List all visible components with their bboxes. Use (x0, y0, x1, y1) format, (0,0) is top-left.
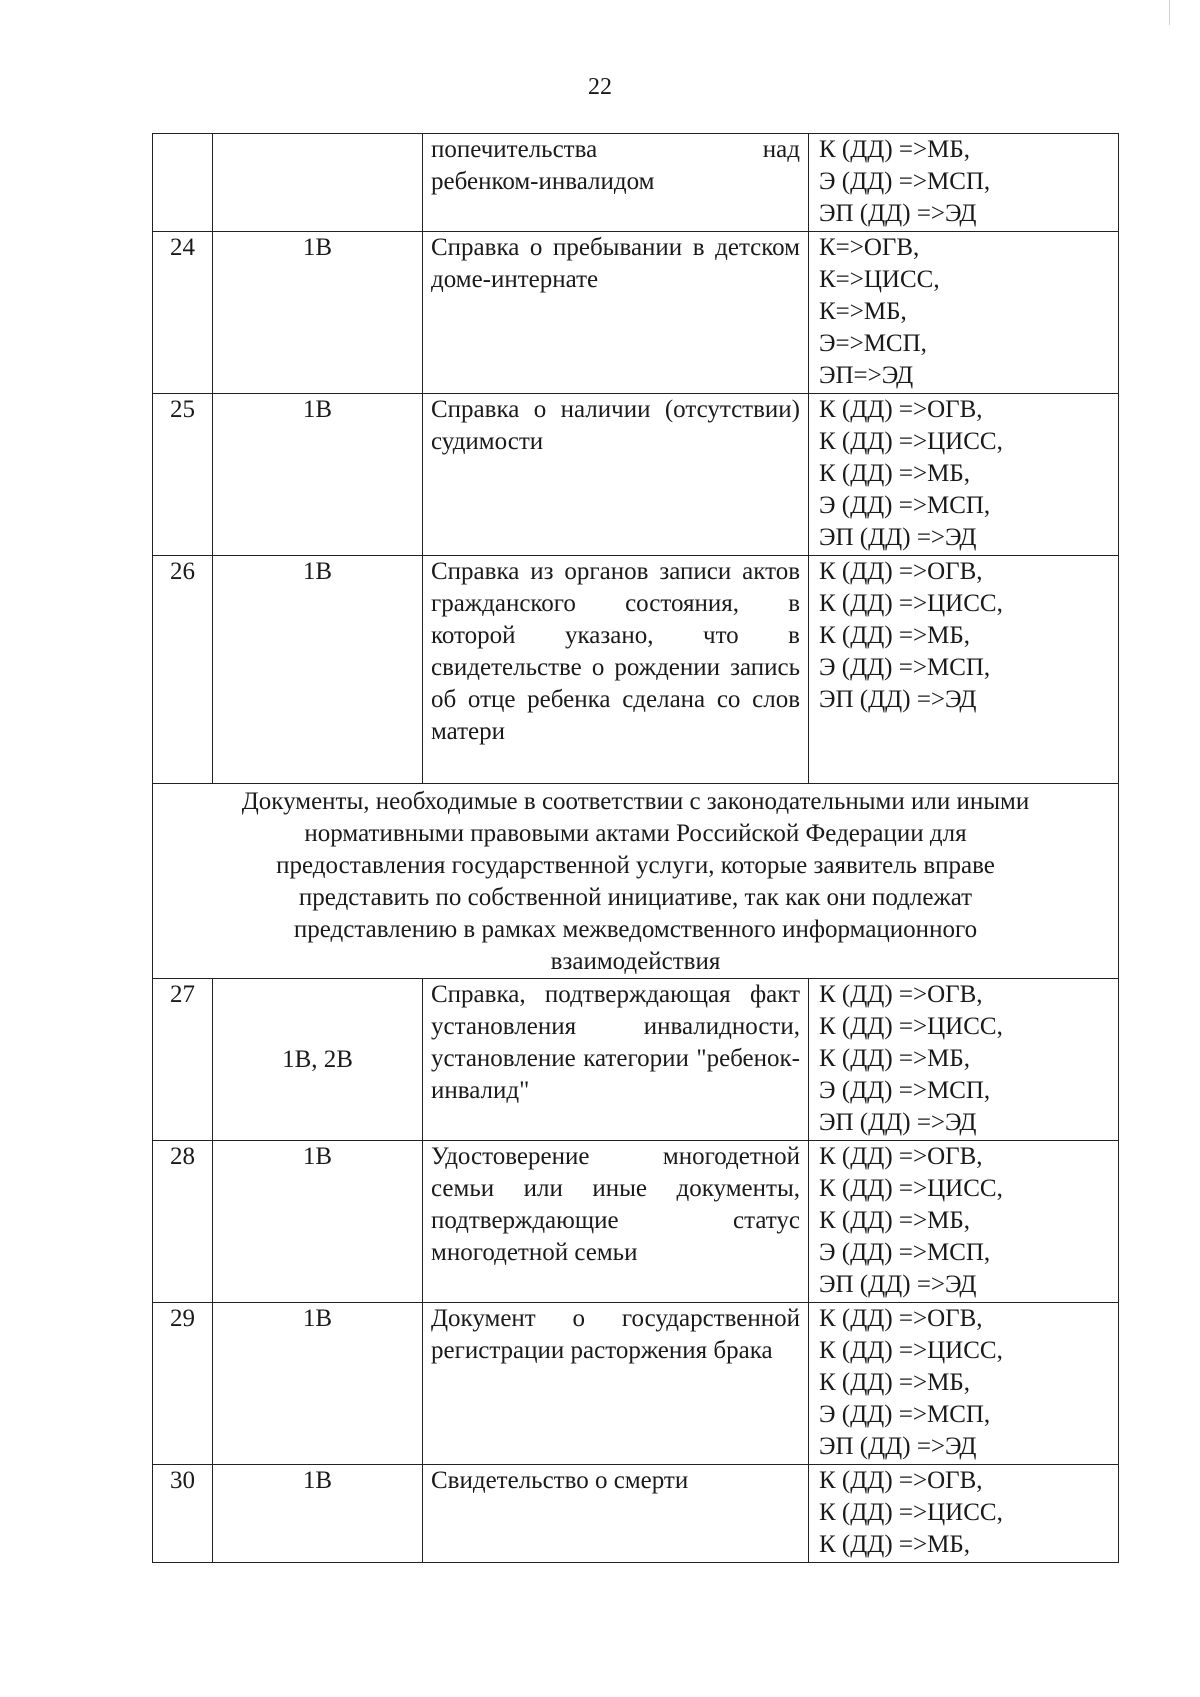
submission-way: К (ДД) =>МБ, (819, 460, 970, 487)
row-code: 1В (213, 232, 423, 394)
row-number: 29 (153, 1303, 213, 1465)
submission-way: К (ДД) =>МБ, (819, 1531, 970, 1558)
table-body-before (153, 134, 1119, 1563)
table-row (153, 1465, 1119, 1563)
submission-way: К=>МБ, (819, 298, 907, 325)
table-row (153, 232, 1119, 394)
submission-way: Э (ДД) =>МСП, (819, 1401, 991, 1428)
table-row (153, 1141, 1119, 1303)
submission-way: Э (ДД) =>МСП, (819, 1077, 991, 1104)
row-number (153, 134, 213, 232)
submission-way: Э (ДД) =>МСП, (819, 654, 991, 681)
row-document-name: Свидетельство о смерти (423, 1465, 809, 1563)
submission-way: К (ДД) =>ЦИСС, (819, 1013, 1003, 1040)
submission-way: К=>ОГВ, (819, 234, 920, 261)
row-number: 30 (153, 1465, 213, 1563)
submission-way: ЭП (ДД) =>ЭД (819, 686, 977, 713)
submission-way: ЭП (ДД) =>ЭД (819, 1271, 977, 1298)
row-submission-ways (809, 1465, 1119, 1563)
row-code: 1В (213, 1141, 423, 1303)
submission-way: К (ДД) =>ЦИСС, (819, 1175, 1003, 1202)
submission-way: Э (ДД) =>МСП, (819, 168, 991, 195)
submission-way: ЭП (ДД) =>ЭД (819, 524, 977, 551)
row-submission-ways (809, 979, 1119, 1141)
row-submission-ways (809, 134, 1119, 232)
row-code: 1В, 2В (213, 979, 423, 1141)
row-submission-ways (809, 1303, 1119, 1465)
submission-way: К (ДД) =>ОГВ, (819, 981, 983, 1008)
submission-way: К (ДД) =>МБ, (819, 136, 970, 163)
section-heading (153, 784, 1119, 979)
row-document-name: Справка о наличии (отсутствии) судимости (423, 394, 809, 556)
submission-way: К (ДД) =>МБ, (819, 1369, 970, 1396)
submission-way: К=>ЦИСС, (819, 266, 940, 293)
row-number: 25 (153, 394, 213, 556)
submission-way: К (ДД) =>ОГВ, (819, 1143, 983, 1170)
submission-way: К (ДД) =>ЦИСС, (819, 1337, 1003, 1364)
documents-table (152, 133, 1119, 1563)
section-heading-line: нормативными правовыми актами Российской Федерации для (304, 820, 967, 847)
submission-way: ЭП=>ЭД (819, 362, 914, 389)
table-row (153, 556, 1119, 784)
row-submission-ways (809, 556, 1119, 784)
submission-way: К (ДД) =>МБ, (819, 622, 970, 649)
submission-way: Э (ДД) =>МСП, (819, 492, 991, 519)
row-document-name: Удостоверение многодетной семьи или иные документы, подтверждающие статус многодетной семьи (423, 1141, 809, 1303)
row-submission-ways (809, 394, 1119, 556)
row-code (213, 134, 423, 232)
submission-way: Э=>МСП, (819, 330, 927, 357)
section-heading-row (153, 784, 1119, 979)
submission-way: К (ДД) =>ЦИСС, (819, 428, 1003, 455)
row-submission-ways (809, 1141, 1119, 1303)
section-heading-line: Документы, необходимые в соответствии с законодательными или иными (241, 788, 1030, 815)
row-document-name: Справка о пребывании в детском доме-интернате (423, 232, 809, 394)
table-row (153, 1303, 1119, 1465)
table-row (153, 979, 1119, 1141)
row-number: 24 (153, 232, 213, 394)
section-heading-line: предоставления государственной услуги, которые заявитель вправе (276, 852, 995, 879)
submission-way: К (ДД) =>ОГВ, (819, 1467, 983, 1494)
row-code: 1В (213, 394, 423, 556)
section-heading-line: представить по собственной инициативе, так как они подлежат (298, 884, 973, 911)
row-document-name: Справка, подтверждающая факт установления инвалидности, установление категории "ребенок-инвалид" (423, 979, 809, 1141)
row-document-name: Документ о государственной регистрации расторжения брака (423, 1303, 809, 1465)
page-number: 22 (588, 74, 612, 100)
row-number: 26 (153, 556, 213, 784)
submission-way: К (ДД) =>ОГВ, (819, 1305, 983, 1332)
table-row (153, 134, 1119, 232)
submission-way: ЭП (ДД) =>ЭД (819, 1433, 977, 1460)
submission-way: К (ДД) =>ЦИСС, (819, 1499, 1003, 1526)
submission-way: К (ДД) =>МБ, (819, 1207, 970, 1234)
submission-way: Э (ДД) =>МСП, (819, 1239, 991, 1266)
submission-way: К (ДД) =>ОГВ, (819, 396, 983, 423)
row-submission-ways (809, 232, 1119, 394)
section-heading-line: взаимодействия (550, 948, 721, 975)
submission-way: К (ДД) =>ОГВ, (819, 558, 983, 585)
scan-edge-mark (1169, 0, 1170, 25)
row-number: 27 (153, 979, 213, 1141)
row-document-name: Справка из органов записи актов гражданского состояния, в которой указано, что в свидетельстве о рождении запись об отце ребенка сделана со слов матери (423, 556, 809, 784)
row-number: 28 (153, 1141, 213, 1303)
submission-way: К (ДД) =>ЦИСС, (819, 590, 1003, 617)
submission-way: ЭП (ДД) =>ЭД (819, 200, 977, 227)
row-code: 1В (213, 556, 423, 784)
submission-way: ЭП (ДД) =>ЭД (819, 1109, 977, 1136)
section-heading-line: представлению в рамках межведомственного информационного (293, 916, 978, 943)
row-code: 1В (213, 1465, 423, 1563)
row-code: 1В (213, 1303, 423, 1465)
row-document-name: попечительства над ребенком-инвалидом (423, 134, 809, 232)
submission-way: К (ДД) =>МБ, (819, 1045, 970, 1072)
table-row (153, 394, 1119, 556)
